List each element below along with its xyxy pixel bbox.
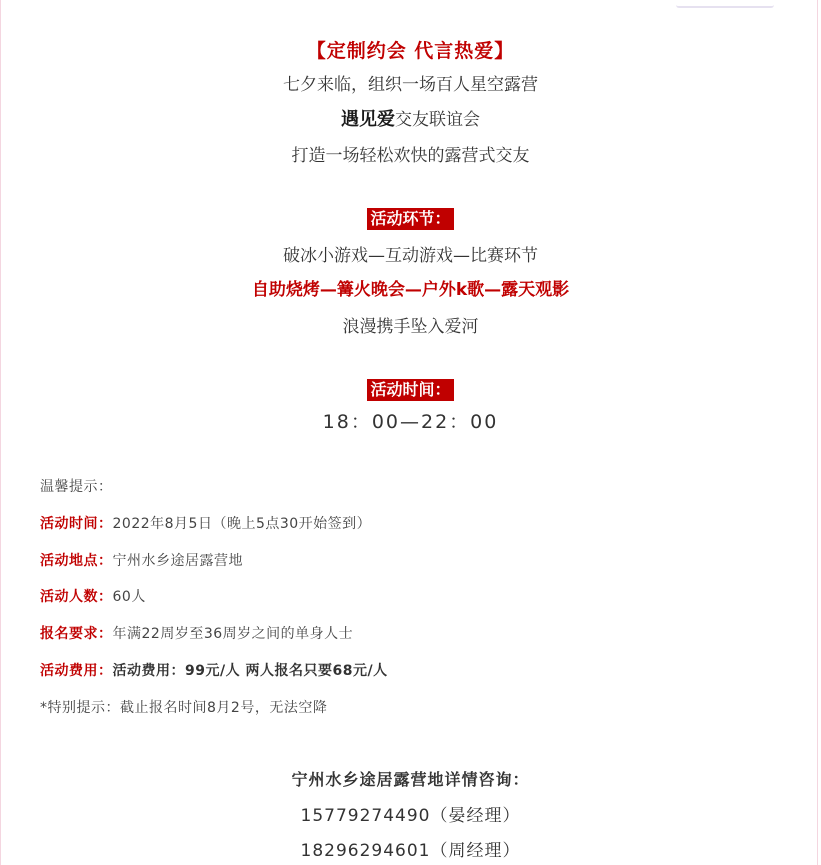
tip-value: 年满22周岁至36周岁之间的单身人士	[112, 626, 354, 642]
tip-value: 2022年8月5日（晚上5点30开始签到）	[112, 516, 372, 532]
intro-line-3: 打造一场轻松欢快的露营式交友	[291, 146, 530, 166]
segments-line-1: 破冰小游戏—互动游戏—比赛环节	[283, 246, 538, 266]
tips-title: 温馨提示：	[40, 479, 113, 495]
special-note: *特别提示：截止报名时间8月2号，无法空降	[40, 700, 328, 716]
tip-value: 宁州水乡途居露营地	[112, 553, 243, 569]
intro-line-2-rest: 交友联谊会	[395, 110, 480, 130]
time-value: 18：00—22：00	[322, 411, 499, 433]
time-tag: 活动时间：	[367, 379, 453, 401]
top-decoration	[676, 0, 774, 8]
tip-row-requirement	[40, 623, 353, 643]
segments-tag-row	[0, 208, 821, 230]
tip-label: 活动费用：	[40, 663, 113, 679]
contact-title: 宁州水乡途居露营地详情咨询：	[291, 770, 530, 789]
time-tag-row	[0, 379, 821, 401]
intro-line-2	[0, 105, 821, 131]
tip-row-time	[40, 513, 371, 533]
tip-value: 活动费用：99元/人 两人报名只要68元/人	[112, 663, 388, 679]
tip-row-location	[40, 550, 243, 570]
intro-line-1: 七夕来临，组织一场百人星空露营	[283, 75, 538, 95]
headline: 【定制约会 代言热爱】	[306, 40, 515, 62]
tip-value: 60人	[112, 589, 146, 605]
contact-phone-1[interactable]: 15779274490（晏经理）	[300, 806, 521, 826]
tip-label: 活动地点：	[40, 553, 113, 569]
tip-row-fee	[40, 660, 388, 680]
tip-label: 活动时间：	[40, 516, 113, 532]
tip-label: 活动人数：	[40, 589, 113, 605]
contact-phone-2[interactable]: 18296294601（周经理）	[300, 841, 521, 861]
segments-tag: 活动环节：	[367, 208, 453, 230]
tip-label: 报名要求：	[40, 626, 113, 642]
intro-highlight: 遇见爱	[341, 109, 395, 130]
segments-line-3: 浪漫携手坠入爱河	[342, 317, 479, 337]
segments-line-2: 自助烧烤—篝火晚会—户外k歌—露天观影	[251, 280, 570, 300]
tip-row-count	[40, 586, 146, 606]
